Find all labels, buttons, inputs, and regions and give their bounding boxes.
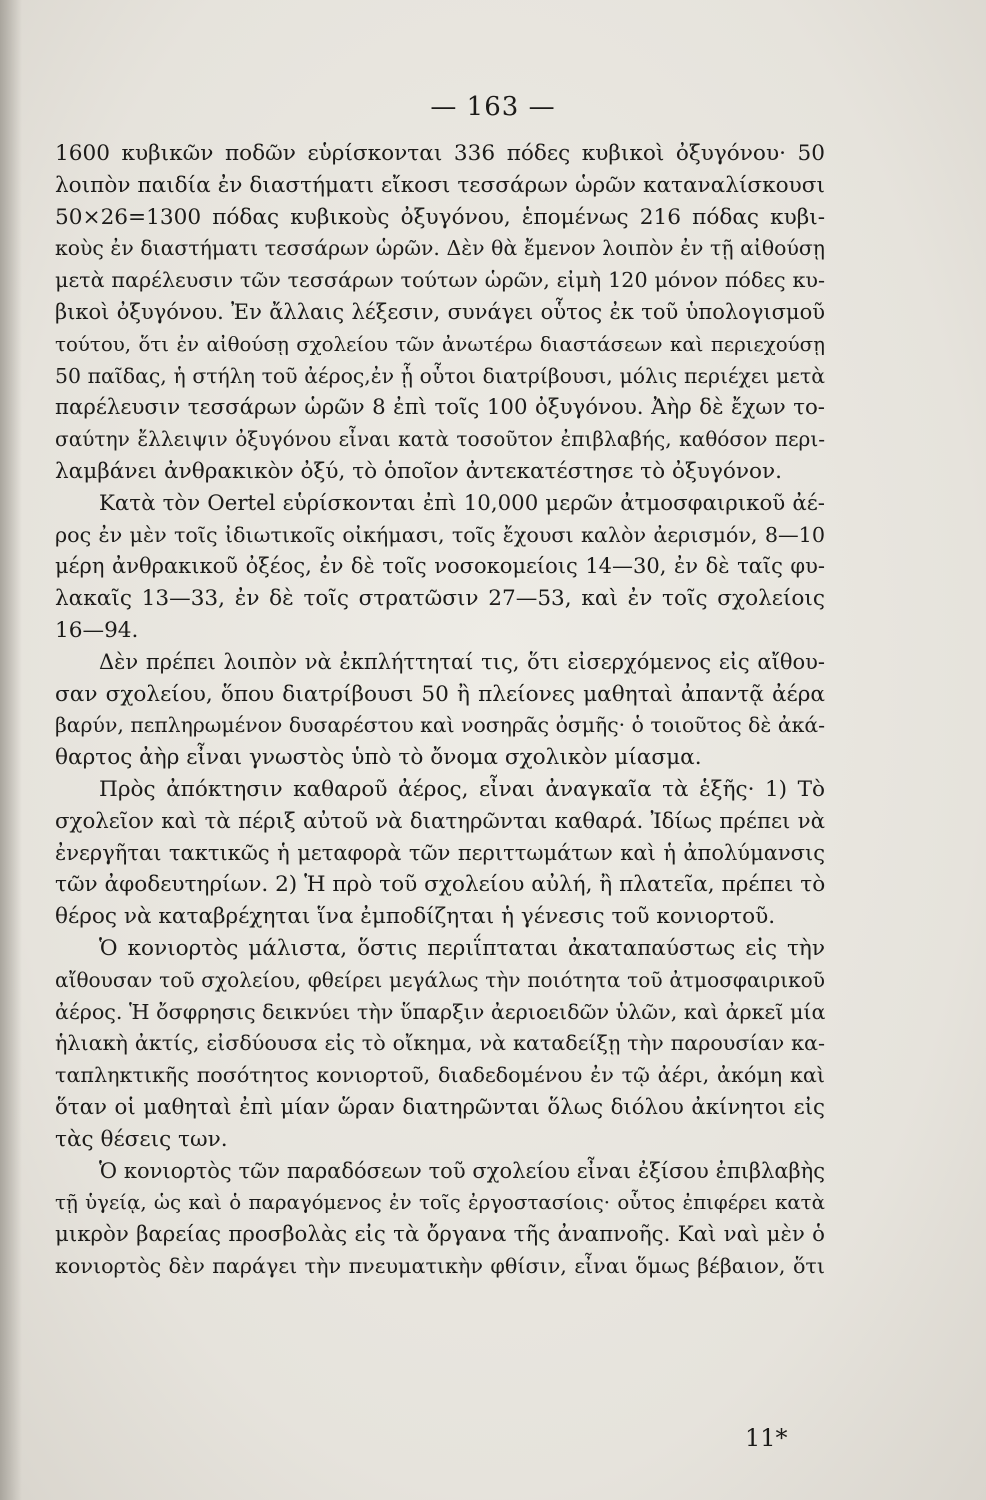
text-line: παρέλευσιν τεσσάρων ὡρῶν 8 ἐπὶ τοῖς 100 ὀξυγόνου. Ἀὴρ δὲ ἔχων το- — [55, 395, 825, 421]
text-line: τούτου, ὅτι ἐν αἰθούσῃ σχολείου τῶν ἀνωτέρω διαστάσεων καὶ περιεχούσῃ — [55, 332, 825, 356]
text-line: σαύτην ἔλλειψιν ὀξυγόνου εἶναι κατὰ τοσοῦτον ἐπιβλαβής, καθόσον περι- — [55, 427, 825, 452]
text-line: ρος ἐν μὲν τοῖς ἰδιωτικοῖς οἰκήμασι, τοῖς ἔχουσι καλὸν ἀερισμόν, 8—10 — [55, 522, 825, 547]
text-line: σαν σχολείου, ὅπου διατρίβουσι 50 ἢ πλείονες μαθηταὶ ἀπαντᾷ ἀέρα — [55, 681, 825, 707]
text-line: μετὰ παρέλευσιν τῶν τεσσάρων τούτων ὡρῶν, εἰμὴ 120 μόνον πόδες κυ- — [55, 268, 825, 293]
text-line: λακαῖς 13—33, ἐν δὲ τοῖς στρατῶσιν 27—53, καὶ ἐν τοῖς σχολείοις — [55, 586, 825, 612]
text-line: τὰς θέσεις των. — [55, 1126, 228, 1152]
text-line: μικρὸν βαρείας προσβολὰς εἰς τὰ ὄργανα τῆς ἀναπνοῆς. Καὶ ναὶ μὲν ὁ — [55, 1222, 825, 1248]
text-line: ἐνεργῆται τακτικῶς ἡ μεταφορὰ τῶν περιττωμάτων καὶ ἡ ἀπολύμανσις — [55, 840, 825, 865]
text-line: ἀέρος. Ἡ ὄσφρησις δεικνύει τὴν ὕπαρξιν ἀεριοειδῶν ὑλῶν, καὶ ἀρκεῖ μία — [55, 999, 826, 1024]
text-line: 50×26=1300 πόδας κυβικοὺς ὀξυγόνου, ἑπομένως 216 πόδας κυβι- — [55, 204, 825, 230]
text-line: τῇ ὑγείᾳ, ὡς καὶ ὁ παραγόμενος ἐν τοῖς ἐργοστασίοις· οὗτος ἐπιφέρει κατὰ — [55, 1191, 825, 1215]
text-line: σχολεῖον καὶ τὰ πέριξ αὐτοῦ νὰ διατηρῶνται καθαρά. Ἰδίως πρέπει νὰ — [55, 808, 825, 834]
text-line: μέρη ἀνθρακικοῦ ὀξέος, ἐν δὲ τοῖς νοσοκομείοις 14—30, ἐν δὲ ταῖς φυ- — [55, 554, 825, 579]
page-number: — 163 — — [430, 92, 556, 122]
binding-shadow — [0, 0, 22, 1500]
text-line: τῶν ἀφοδευτηρίων. 2) Ἡ πρὸ τοῦ σχολείου αὐλή, ἢ πλατεῖα, πρέπει τὸ — [55, 872, 826, 898]
text-line: κοὺς ἐν διαστήματι τεσσάρων ὡρῶν. Δὲν θὰ ἔμενον λοιπὸν ἐν τῇ αἰθούσῃ — [55, 236, 825, 261]
text-line: βαρύν, πεπληρωμένον δυσαρέστου καὶ νοσηρᾶς ὀσμῆς· ὁ τοιοῦτος δὲ ἀκά- — [55, 713, 825, 738]
text-line: Κατὰ τὸν Oertel εὑρίσκονται ἐπὶ 10,000 μερῶν ἀτμοσφαιρικοῦ ἀέ- — [99, 490, 825, 516]
text-line: 1600 κυβικῶν ποδῶν εὑρίσκονται 336 πόδες κυβικοὶ ὀξυγόνου· 50 — [55, 141, 825, 166]
text-line: ταπληκτικῆς ποσότητος κονιορτοῦ, διαδεδομένου ἐν τῷ ἀέρι, ἀκόμη καὶ — [55, 1063, 825, 1088]
text-line: Ὁ κονιορτὸς μάλιστα, ὅστις περιΐπταται ἀκαταπαύστως εἰς τὴν — [99, 935, 825, 961]
text-line: 16—94. — [55, 617, 139, 643]
text-line: θέρος νὰ καταβρέχηται ἵνα ἐμποδίζηται ἡ γένεσις τοῦ κονιορτοῦ. — [55, 904, 776, 930]
text-line: Δὲν πρέπει λοιπὸν νὰ ἐκπλήττηταί τις, ὅτι εἰσερχόμενος εἰς αἴθου- — [99, 649, 825, 674]
text-line: λοιπὸν παιδία ἐν διαστήματι εἴκοσι τεσσάρων ὡρῶν καταναλίσκουσι — [55, 172, 825, 198]
text-line: 50 παῖδας, ἡ στήλη τοῦ ἀέρος,ἐν ᾗ οὗτοι διατρίβουσι, μόλις περιέχει μετὰ — [55, 363, 825, 388]
text-line: αἴθουσαν τοῦ σχολείου, φθείρει μεγάλως τὴν ποιότητα τοῦ ἀτμοσφαιρικοῦ — [55, 967, 825, 992]
text-line: Πρὸς ἀπόκτησιν καθαροῦ ἀέρος, εἶναι ἀναγκαῖα τὰ ἑξῆς· 1) Τὸ — [99, 776, 825, 802]
text-line: λαμβάνει ἀνθρακικὸν ὀξύ, τὸ ὁποῖον ἀντεκατέστησε τὸ ὀξυγόνον. — [55, 458, 782, 484]
text-line: κονιορτὸς δὲν παράγει τὴν πνευματικὴν φθίσιν, εἶναι ὅμως βέβαιον, ὅτι — [55, 1253, 825, 1278]
signature-mark: 11* — [745, 1424, 788, 1452]
text-line: Ὁ κονιορτὸς τῶν παραδόσεων τοῦ σχολείου εἶναι ἐξίσου ἐπιβλαβὴς — [99, 1158, 825, 1183]
text-line: ἡλιακὴ ἀκτίς, εἰσδύουσα εἰς τὸ οἴκημα, νὰ καταδείξῃ τὴν παρουσίαν κα- — [55, 1031, 825, 1056]
text-line: βικοὶ ὀξυγόνου. Ἐν ἄλλαις λέξεσιν, συνάγει οὗτος ἐκ τοῦ ὑπολογισμοῦ — [55, 299, 825, 324]
text-line: ὅταν οἱ μαθηταὶ ἐπὶ μίαν ὥραν διατηρῶνται ὅλως διόλου ἀκίνητοι εἰς — [55, 1094, 825, 1120]
body-text — [55, 138, 825, 1283]
text-line: θαρτος ἀὴρ εἶναι γνωστὸς ὑπὸ τὸ ὄνομα σχολικὸν μίασμα. — [55, 745, 702, 771]
